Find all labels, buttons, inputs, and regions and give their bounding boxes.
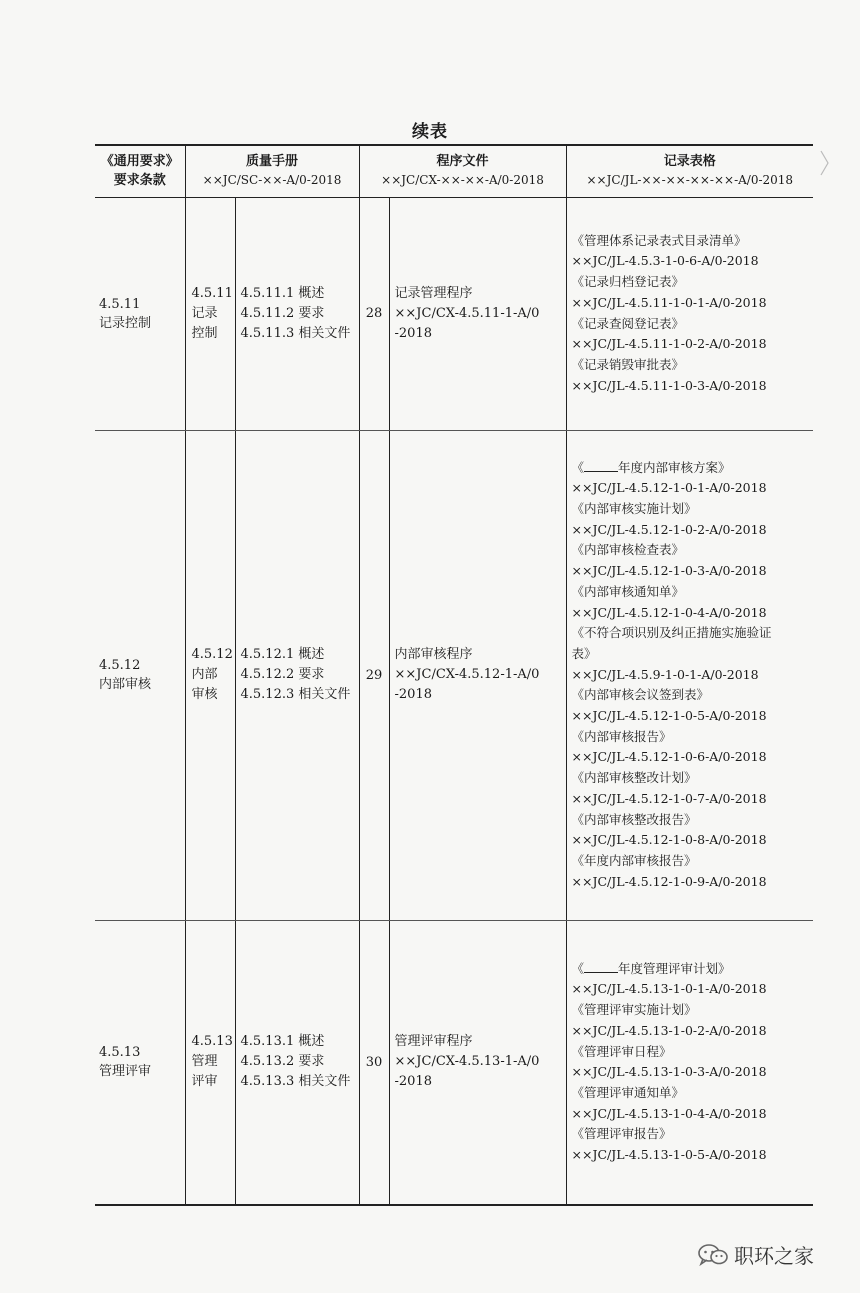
record-line: 《记录归档登记表》 [571,274,685,290]
record-line: 《管理体系记录表式目录清单》 [571,232,747,248]
record-line: ××JC/JL-4.5.11-1-0-2-A/0-2018 [571,336,767,352]
record-line: 表》 [571,645,597,661]
record-line: 《内部审核通知单》 [571,583,685,599]
clause-cell: 4.5.13 管理评审 [95,920,185,1205]
record-line: ××JC/JL-4.5.12-1-0-4-A/0-2018 [571,604,767,620]
clause-cell: 4.5.11 记录控制 [95,197,185,430]
procedure-cell: 管理评审程序 ××JC/CX-4.5.13-1-A/0 -2018 [389,920,566,1205]
record-line: 《内部审核会议签到表》 [571,687,710,703]
record-line: ××JC/JL-4.5.13-1-0-5-A/0-2018 [571,1147,767,1163]
table-row [95,430,813,920]
wechat-icon [698,1243,728,1267]
record-line: ××JC/JL-4.5.13-1-0-1-A/0-2018 [571,981,767,997]
record-line: ××JC/JL-4.5.12-1-0-1-A/0-2018 [571,480,767,496]
manual-items-cell: 4.5.13.1 概述 4.5.13.2 要求 4.5.13.3 相关文件 [235,920,359,1205]
record-line: 《不符合项识别及纠正措施实施验证 [571,625,772,641]
header-quality-manual: 质量手册 ××JC/SC-××-A/0-2018 [185,145,359,197]
header-clause: 《通用要求》 要求条款 [95,145,185,197]
records-cell [566,197,813,430]
clause-cell: 4.5.12 内部审核 [95,430,185,920]
record-line: ××JC/JL-4.5.12-1-0-9-A/0-2018 [571,873,767,889]
record-line: 《内部审核整改报告》 [571,811,697,827]
procedure-cell: 内部审核程序 ××JC/CX-4.5.12-1-A/0 -2018 [389,430,566,920]
record-line: ××JC/JL-4.5.13-1-0-3-A/0-2018 [571,1064,767,1080]
record-line: ××JC/JL-4.5.12-1-0-2-A/0-2018 [571,521,767,537]
record-line: 《内部审核检查表》 [571,542,685,558]
header-record-forms: 记录表格 ××JC/JL-××-××-××-××-A/0-2018 [566,145,813,197]
watermark-text: 职环之家 [734,1244,814,1268]
table-row [95,920,813,1205]
document-table [95,144,813,1206]
manual-section-cell: 4.5.13 管理 评审 [185,920,235,1205]
procedure-number-cell: 28 [359,197,389,430]
records-cell [566,920,813,1205]
record-line: 《内部审核整改计划》 [571,770,697,786]
record-line: 《年度内部审核报告》 [571,852,697,868]
record-line: 《内部审核实施计划》 [571,501,697,517]
manual-items-cell: 4.5.11.1 概述 4.5.11.2 要求 4.5.11.3 相关文件 [235,197,359,430]
record-line: ××JC/JL-4.5.12-1-0-8-A/0-2018 [571,832,767,848]
record-line: ××JC/JL-4.5.11-1-0-1-A/0-2018 [571,294,767,310]
records-cell [566,430,813,920]
procedure-number-cell: 29 [359,430,389,920]
record-line: 《管理评审实施计划》 [571,1002,697,1018]
record-line: 《记录销毁审批表》 [571,356,685,372]
blank-line [584,458,618,472]
record-line: ××JC/JL-4.5.13-1-0-2-A/0-2018 [571,1022,767,1038]
header-procedure: 程序文件 ××JC/CX-××-××-A/0-2018 [359,145,566,197]
record-line: ××JC/JL-4.5.9-1-0-1-A/0-2018 [571,666,759,682]
record-line: 《管理评审报告》 [571,1126,672,1142]
record-line: 《内部审核报告》 [571,728,672,744]
record-line: 《管理评审日程》 [571,1043,672,1059]
table-row [95,197,813,430]
record-line: 《 年度管理评审计划》 [571,960,731,976]
record-line: ××JC/JL-4.5.12-1-0-7-A/0-2018 [571,790,767,806]
record-line: ××JC/JL-4.5.3-1-0-6-A/0-2018 [571,253,759,269]
record-line: ××JC/JL-4.5.11-1-0-3-A/0-2018 [571,377,767,393]
header-row [95,145,813,197]
record-line: 《记录查阅登记表》 [571,315,685,331]
table-title: 续表 [412,122,448,142]
manual-section-cell: 4.5.12 内部 审核 [185,430,235,920]
record-line: ××JC/JL-4.5.12-1-0-6-A/0-2018 [571,749,767,765]
watermark [698,1240,814,1269]
procedure-number-cell: 30 [359,920,389,1205]
blank-line [584,959,618,973]
procedure-cell: 记录管理程序 ××JC/CX-4.5.11-1-A/0 -2018 [389,197,566,430]
record-line: ××JC/JL-4.5.12-1-0-3-A/0-2018 [571,563,767,579]
record-line: 《管理评审通知单》 [571,1084,685,1100]
page-edge-mark [820,150,830,176]
record-line: ××JC/JL-4.5.13-1-0-4-A/0-2018 [571,1105,767,1121]
manual-section-cell: 4.5.11 记录 控制 [185,197,235,430]
manual-items-cell: 4.5.12.1 概述 4.5.12.2 要求 4.5.12.3 相关文件 [235,430,359,920]
record-line: ××JC/JL-4.5.12-1-0-5-A/0-2018 [571,708,767,724]
record-line: 《 年度内部审核方案》 [571,459,731,475]
